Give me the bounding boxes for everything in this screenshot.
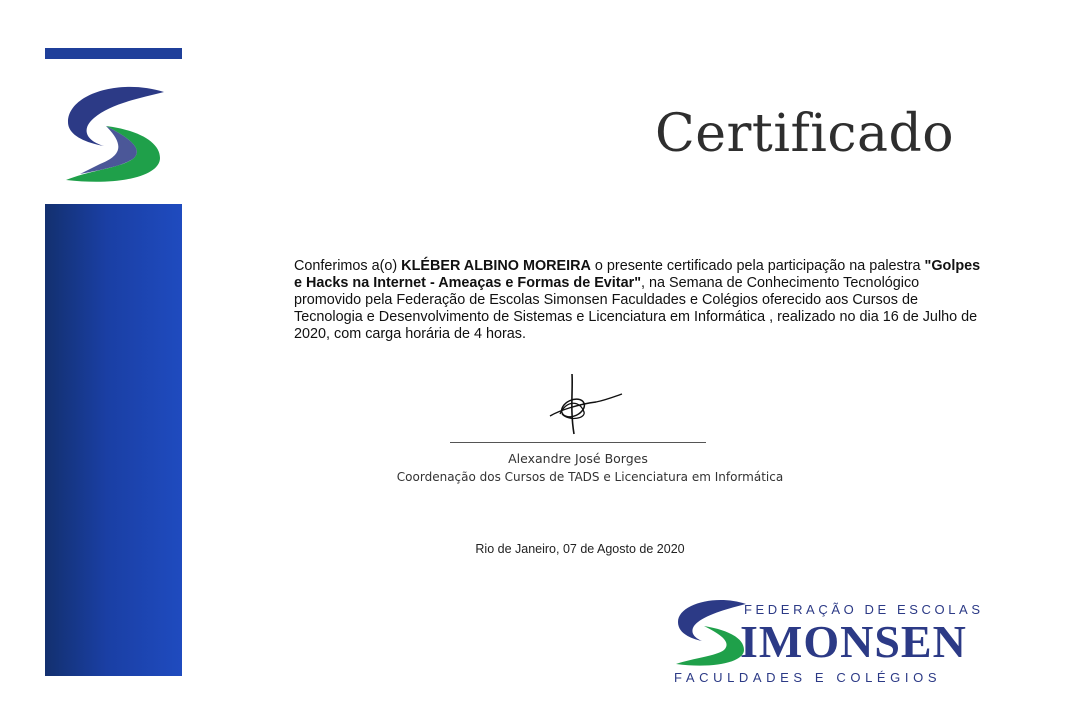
certificate-body <box>294 258 984 343</box>
certificate-title: Certificado <box>655 104 955 164</box>
brand-top-text: FEDERAÇÃO DE ESCOLAS <box>744 602 984 617</box>
signature-image <box>540 370 630 440</box>
signer-name: Alexandre José Borges <box>508 451 648 466</box>
simonsen-s-logo-icon <box>672 598 750 670</box>
body-intro: Conferimos a(o) <box>294 258 402 274</box>
body-middle: o presente certificado pela participação na palestra <box>590 258 925 274</box>
recipient-name: KLÉBER ALBINO MOREIRA <box>401 258 591 274</box>
body-rest: , na Semana de Conhecimento Tecnológico promovido pela Federação de Escolas Simonsen Faculdades e Colégios oferecido aos Cursos de Tecnologia e Desenvolvimento de Sistemas e Licenciatura em Informática , realizado no dia 16 de Julho de 2020, com carga horária de 4 horas. <box>294 275 978 342</box>
side-blue-bar <box>45 204 182 676</box>
top-decorative-strip <box>45 48 182 59</box>
simonsen-brand-logo <box>668 594 998 692</box>
talk-title: "Golpes e Hacks na Internet - Ameaças e Formas de Evitar" <box>294 258 981 291</box>
signature-line <box>450 442 706 443</box>
brand-main-text: IMONSEN <box>740 616 967 667</box>
place-date: Rio de Janeiro, 07 de Agosto de 2020 <box>475 542 685 556</box>
signer-role: Coordenação dos Cursos de TADS e Licenciatura em Informática <box>396 470 784 484</box>
simonsen-s-logo-icon <box>60 84 168 188</box>
brand-bottom-text: FACULDADES E COLÉGIOS <box>674 670 942 685</box>
